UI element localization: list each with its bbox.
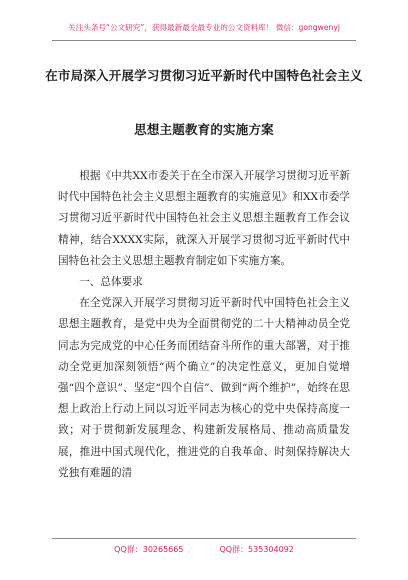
footer-qq-group-2: QQ群：535304092 — [219, 545, 294, 554]
footer-divider — [52, 538, 356, 539]
document-title-line-2: 思想主题教育的实施方案 — [134, 122, 274, 137]
header-banner: 关注头条号“公文研究”，获得最新最全最专业的公文资料库！ 微信：gongwenyj — [68, 23, 340, 32]
paragraph-general-requirements: 在全党深入开展学习贯彻习近平新时代中国特色社会主义思想主题教育，是党中央为全面贯彻党的二十大精神动员全党同志为完成党的中心任务而团结奋斗所作的重大部署，对于推动全党更加深刻领悟“两个确立”的决定性意义，更加自觉增强“四个意识”、坚定“四个自信”、做到“两个维护”，始终在思想上政治上行动上同以习近平同志为核心的党中央保持高度一致；对于贯彻新发展理念、构建新发展格局、推动高质量发展，推进中国式现代化，推进党的自我革命、时刻保持解决大党独有难题的清 — [58, 297, 350, 479]
header-divider — [52, 40, 356, 41]
document-body — [58, 166, 350, 484]
footer-qq-group-1: QQ群：30265665 — [114, 545, 184, 554]
section-heading-general-requirements: 一、总体要求 — [79, 276, 143, 289]
document-title-line-1: 在市局深入开展学习贯彻习近平新时代中国特色社会主义 — [45, 68, 363, 83]
paragraph-intro: 根据《中共XX市委关于在全市深入开展学习贯彻习近平新时代中国特色社会主义思想主题教育的实施意见》和XX市委学习贯彻习近平新时代中国特色社会主义思想主题教育工作会议精神，结合XXXX实际，就深入开展学习贯彻习近平新时代中国特色社会主义思想主题教育制定如下实施方案。 — [58, 170, 350, 267]
footer — [0, 544, 408, 555]
